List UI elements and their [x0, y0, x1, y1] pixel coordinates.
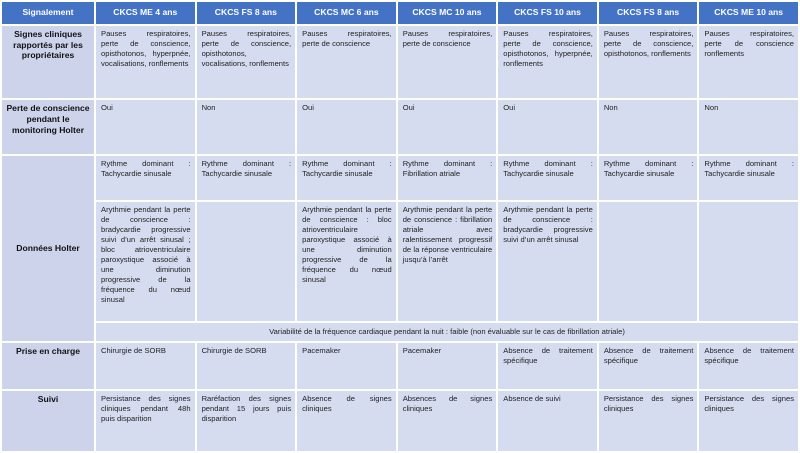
row-prise-en-charge — [2, 343, 798, 389]
header-case-2: CKCS FS 8 ans — [197, 2, 296, 24]
cell-suivi-4: Absences de signes cliniques — [398, 391, 497, 451]
cell-perte-1: Oui — [96, 100, 195, 154]
row-signes-cliniques — [2, 26, 798, 98]
cell-signes-7: Pauses respiratoires, perte de conscience ronflements — [699, 26, 798, 98]
header-case-7: CKCS ME 10 ans — [699, 2, 798, 24]
header-corner: Signalement — [2, 2, 94, 24]
cell-rythme-4: Rythme dominant : Fibrillation atriale — [398, 156, 497, 199]
row-label-suivi: Suivi — [2, 391, 94, 451]
cell-arythmie-2 — [197, 202, 296, 321]
cell-prise-5: Absence de traitement spécifique — [498, 343, 597, 389]
cell-arythmie-1: Arythmie pendant la perte de conscience : bradycardie progressive suivi d’un arrêt sinusal ; bloc atrioventriculaire paroxystique associé à une diminution progressive de la fréquence du nœud sinusal — [96, 202, 195, 321]
cell-signes-1: Pauses respiratoires, perte de conscience, opisthotonos, hyperpnée, vocalisations, ronflements — [96, 26, 195, 98]
cell-rythme-7: Rythme dominant : Tachycardie sinusale — [699, 156, 798, 199]
cell-perte-3: Oui — [297, 100, 396, 154]
row-label-prise: Prise en charge — [2, 343, 94, 389]
cell-suivi-5: Absence de suivi — [498, 391, 597, 451]
cell-rythme-3: Rythme dominant : Tachycardie sinusale — [297, 156, 396, 199]
cell-signes-5: Pauses respiratoires, perte de conscience, opisthotonos, hyperpnée, ronflements — [498, 26, 597, 98]
cell-perte-6: Non — [599, 100, 698, 154]
row-label-signes: Signes cliniques rapportés par les propriétaires — [2, 26, 94, 98]
cell-perte-2: Non — [197, 100, 296, 154]
row-suivi — [2, 391, 798, 451]
cell-signes-3: Pauses respiratoires, perte de conscience — [297, 26, 396, 98]
cell-perte-4: Oui — [398, 100, 497, 154]
cell-signes-6: Pauses respiratoires, perte de conscience, opisthotonos, ronflements — [599, 26, 698, 98]
row-holter-arythmie — [2, 202, 798, 321]
header-case-6: CKCS FS 8 ans — [599, 2, 698, 24]
cell-variabilite: Variabilité de la fréquence cardiaque pendant la nuit : faible (non évaluable sur le cas de fibrillation atriale) — [96, 323, 798, 342]
header-row — [2, 2, 798, 24]
cell-prise-6: Absence de traitement spécifique — [599, 343, 698, 389]
cell-prise-4: Pacemaker — [398, 343, 497, 389]
cell-perte-7: Non — [699, 100, 798, 154]
cell-suivi-2: Raréfaction des signes pendant 15 jours puis disparition — [197, 391, 296, 451]
row-label-perte: Perte de conscience pendant le monitoring Holter — [2, 100, 94, 154]
cell-prise-7: Absence de traitement spécifique — [699, 343, 798, 389]
cell-perte-5: Oui — [498, 100, 597, 154]
cell-prise-2: Chirurgie de SORB — [197, 343, 296, 389]
row-perte-conscience — [2, 100, 798, 154]
cell-arythmie-6 — [599, 202, 698, 321]
header-case-5: CKCS FS 10 ans — [498, 2, 597, 24]
cell-arythmie-3: Arythmie pendant la perte de conscience : bloc atrioventriculaire paroxystique associé à une diminution progressive de la fréquence du nœud sinusal — [297, 202, 396, 321]
cell-prise-1: Chirurgie de SORB — [96, 343, 195, 389]
row-label-holter: Données Holter — [2, 156, 94, 341]
cell-arythmie-7 — [699, 202, 798, 321]
cell-suivi-1: Persistance des signes cliniques pendant 48h puis disparition — [96, 391, 195, 451]
row-holter-variabilite — [2, 323, 798, 342]
cell-rythme-5: Rythme dominant : Tachycardie sinusale — [498, 156, 597, 199]
cell-arythmie-5: Arythmie pendant la perte de conscience : bradycardie progressive suivi d’un arrêt sinusal — [498, 202, 597, 321]
cell-prise-3: Pacemaker — [297, 343, 396, 389]
cell-suivi-7: Persistance des signes cliniques — [699, 391, 798, 451]
cell-suivi-3: Absence de signes cliniques — [297, 391, 396, 451]
header-case-4: CKCS MC 10 ans — [398, 2, 497, 24]
cell-rythme-2: Rythme dominant : Tachycardie sinusale — [197, 156, 296, 199]
cell-rythme-1: Rythme dominant : Tachycardie sinusale — [96, 156, 195, 199]
header-case-3: CKCS MC 6 ans — [297, 2, 396, 24]
cell-arythmie-4: Arythmie pendant la perte de conscience : fibrillation atriale avec ralentissement progressif de la réponse ventriculaire jusqu’à l’arrêt — [398, 202, 497, 321]
row-holter-rythme — [2, 156, 798, 199]
cell-rythme-6: Rythme dominant : Tachycardie sinusale — [599, 156, 698, 199]
cell-suivi-6: Persistance des signes cliniques — [599, 391, 698, 451]
header-case-1: CKCS ME 4 ans — [96, 2, 195, 24]
cell-signes-2: Pauses respiratoires, perte de conscience, opisthotonos, vocalisations, ronflements — [197, 26, 296, 98]
cell-signes-4: Pauses respiratoires, perte de conscience — [398, 26, 497, 98]
